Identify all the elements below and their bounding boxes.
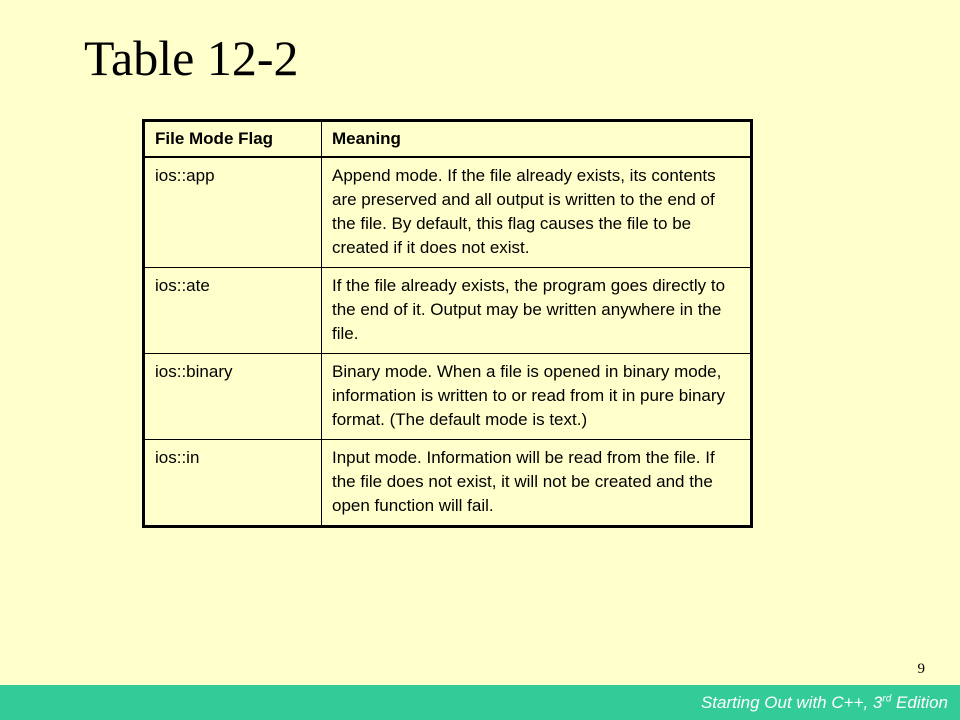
column-header-meaning: Meaning (322, 121, 752, 158)
slide-title: Table 12-2 (84, 30, 299, 86)
footer-edition-superscript: rd (882, 693, 892, 705)
meaning-cell: Binary mode. When a file is opened in binary mode, information is written to or read from it in pure binary format. (The default mode is text.) (322, 354, 752, 440)
table-header-row (144, 121, 752, 158)
page-number: 9 (917, 661, 925, 677)
file-mode-table (142, 119, 753, 528)
flag-cell: ios::app (144, 157, 322, 268)
meaning-cell: If the file already exists, the program goes directly to the end of it. Output may be written anywhere in the file. (322, 268, 752, 354)
flag-cell: ios::in (144, 440, 322, 527)
footer-bar (0, 685, 960, 720)
footer-edition-text: Edition (891, 693, 948, 712)
table-row (144, 440, 752, 527)
table-row (144, 354, 752, 440)
table-row (144, 157, 752, 268)
footer-title-text: Starting Out with C++, 3 (700, 693, 883, 712)
footer-book-title (701, 693, 948, 713)
flag-cell: ios::ate (144, 268, 322, 354)
table-row (144, 268, 752, 354)
column-header-file-mode-flag: File Mode Flag (144, 121, 322, 158)
meaning-cell: Append mode. If the file already exists, its contents are preserved and all output is written to the end of the file. By default, this flag causes the file to be created if it does not exist. (322, 157, 752, 268)
meaning-cell: Input mode. Information will be read from the file. If the file does not exist, it will not be created and the open function will fail. (322, 440, 752, 527)
flag-cell: ios::binary (144, 354, 322, 440)
